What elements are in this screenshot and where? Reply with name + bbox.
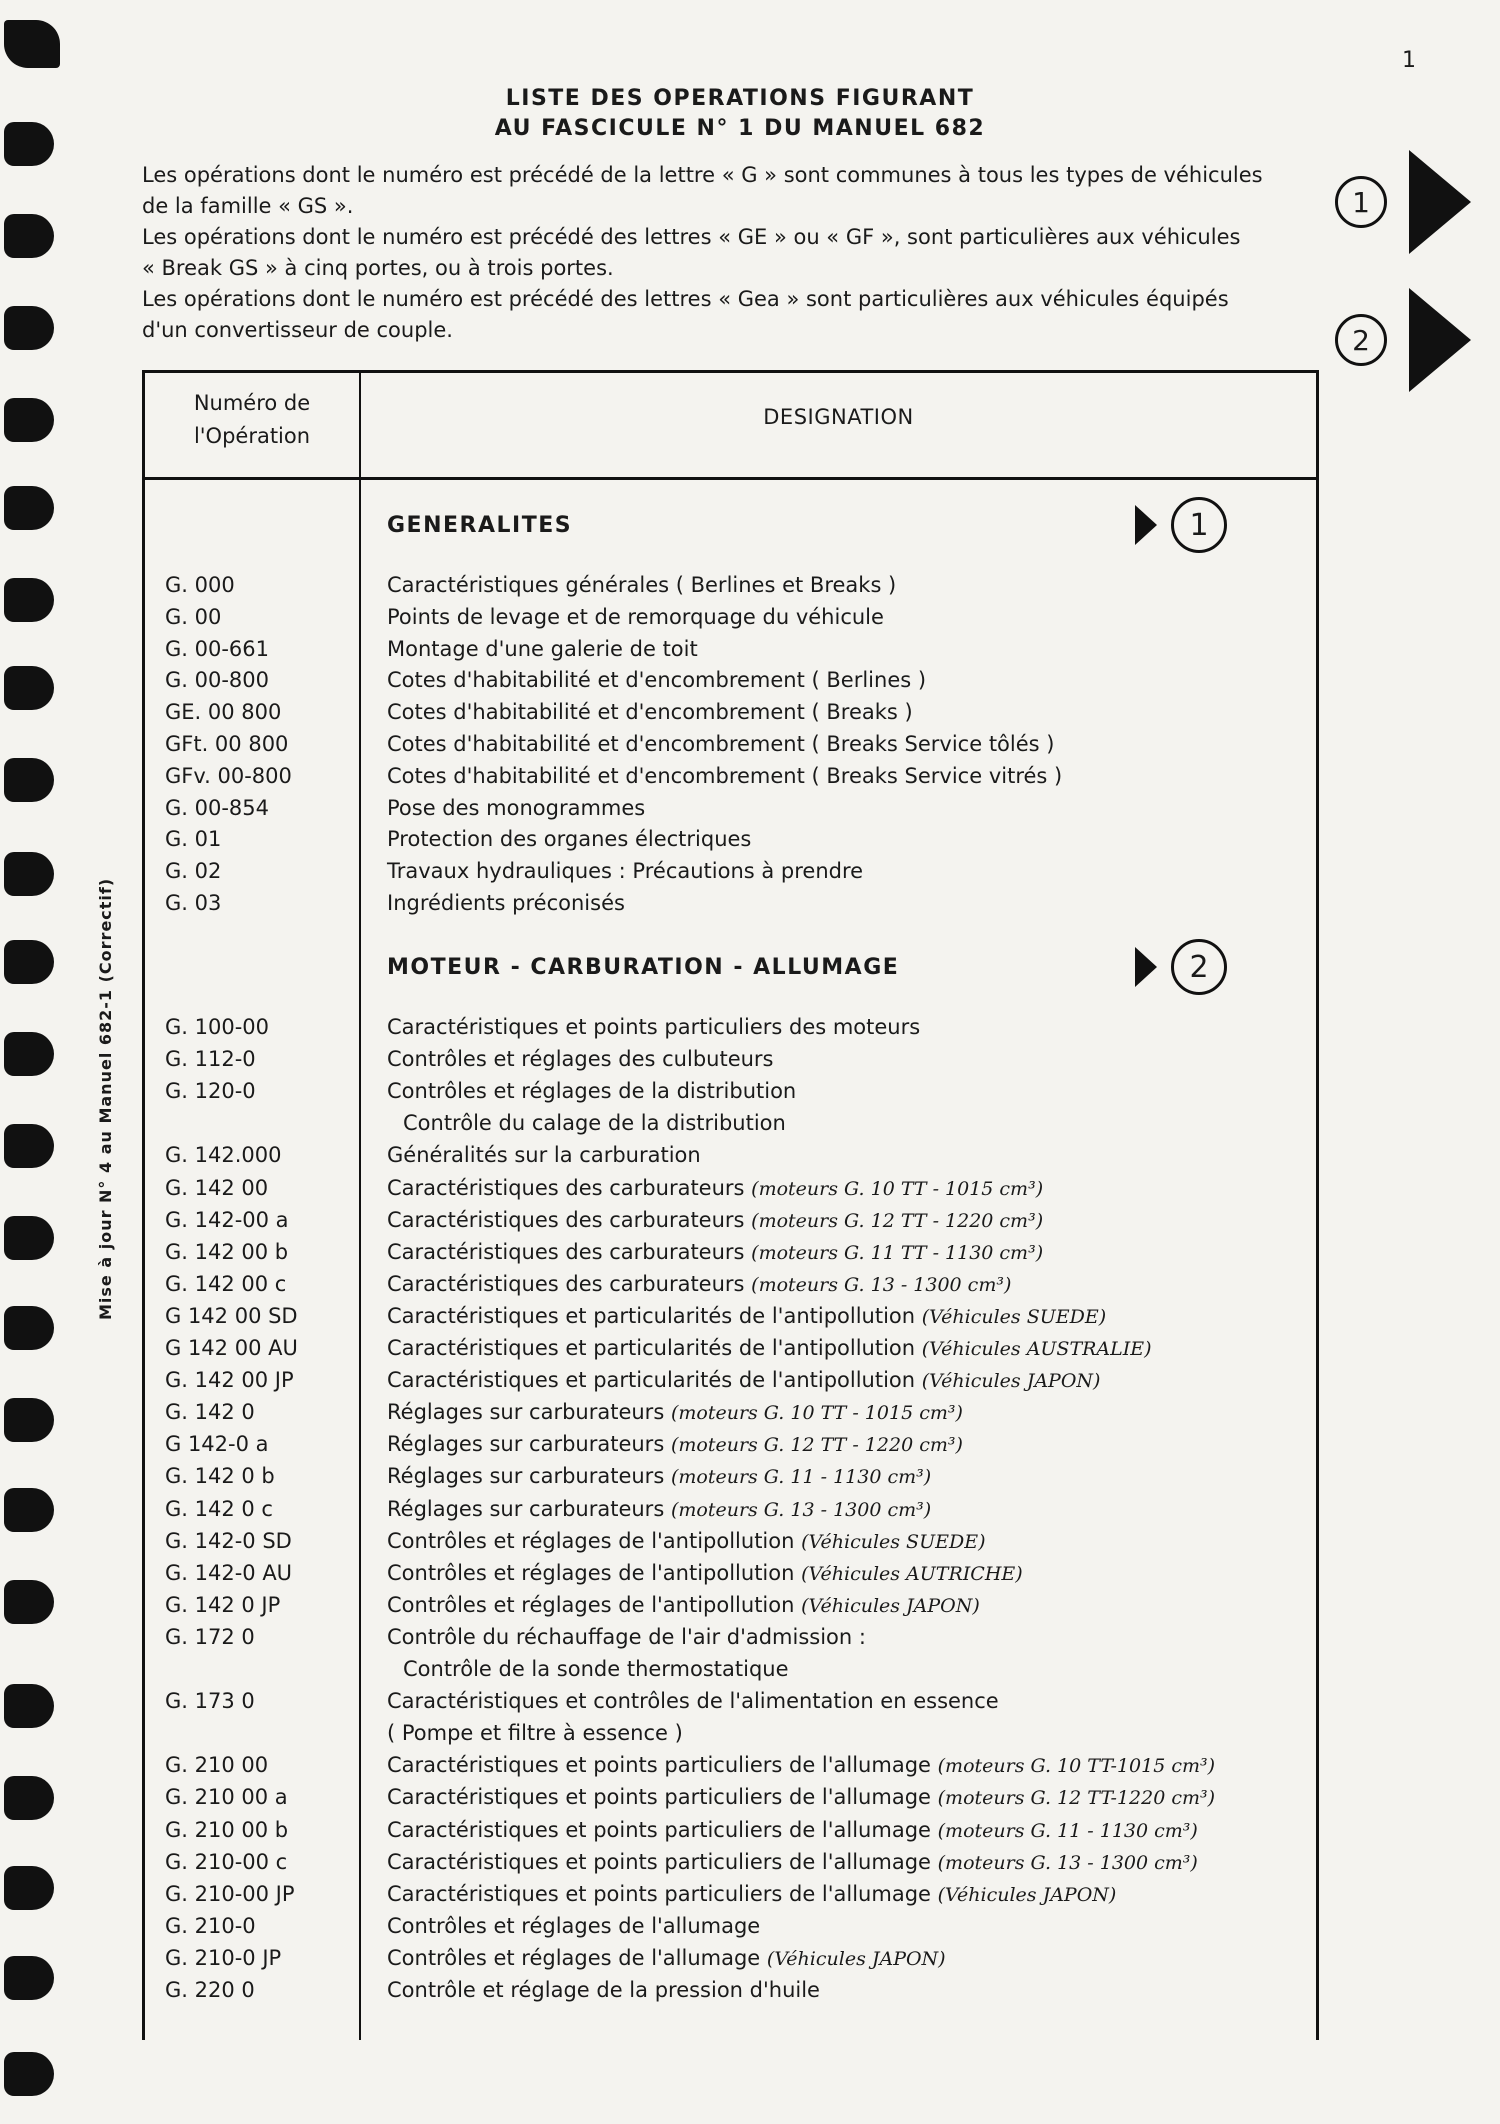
operation-designation (403, 1657, 789, 1681)
designation-text: Contrôle du réchauffage de l'air d'admission : (387, 1624, 866, 1649)
table-row (145, 1529, 1316, 1561)
designation-text: Caractéristiques et contrôles de l'alimentation en essence (387, 1689, 999, 1714)
operation-number: G. 142 00 b (165, 1239, 289, 1264)
operation-number: G. 03 (165, 891, 222, 915)
table-row (145, 1079, 1316, 1111)
operation-number: GFt. 00 800 (165, 732, 289, 756)
operation-number: G. 142 00 c (165, 1271, 287, 1296)
operation-number: G. 142 0 c (165, 1496, 273, 1521)
designation-note: (moteurs G. 10 TT - 1015 cm³) (670, 1402, 963, 1425)
table-row (145, 859, 1316, 891)
operation-designation (403, 1111, 786, 1135)
operation-designation (387, 1785, 1215, 1809)
designation-text: Généralités sur la carburation (387, 1143, 701, 1168)
operation-designation (387, 1882, 1116, 1906)
operation-designation (387, 859, 863, 883)
designation-note: (moteurs G. 11 - 1130 cm³) (937, 1819, 1198, 1842)
designation-text: Contrôles et réglages de l'allumage (387, 1913, 761, 1938)
binder-hole (4, 666, 54, 710)
table-row (145, 1497, 1316, 1529)
table-row (145, 668, 1316, 700)
operation-number: G. 173 0 (165, 1689, 255, 1714)
designation-note: (Véhicules SUEDE) (801, 1530, 986, 1553)
designation-text: Caractéristiques et points particuliers de l'allumage (387, 1849, 931, 1874)
margin-marker-1 (1335, 150, 1471, 254)
table-row (145, 605, 1316, 637)
designation-text: Réglages sur carburateurs (387, 1400, 665, 1425)
table-row (145, 1240, 1316, 1272)
designation-text: Caractéristiques et particularités de l'antipollution (387, 1336, 916, 1360)
operation-designation (387, 1143, 701, 1167)
table-row (145, 1978, 1316, 2010)
table-row (145, 1464, 1316, 1496)
binder-hole (4, 1124, 54, 1168)
operation-number: G. 02 (165, 859, 222, 884)
designation-text: Ingrédients préconisés (387, 891, 625, 915)
table-row (145, 1818, 1316, 1850)
operation-number: G. 100-00 (165, 1015, 270, 1039)
table-row (145, 1946, 1316, 1978)
table-row (145, 1721, 1316, 1753)
designation-text: Montage d'une galerie de toit (387, 636, 698, 661)
operation-designation (387, 1497, 931, 1521)
designation-text: Caractéristiques des carburateurs (387, 1207, 745, 1232)
binder-hole (4, 486, 54, 530)
intro-line: Les opérations dont le numéro est précédé des lettres « Gea » sont particulières aux véhicules équipés (142, 287, 1229, 311)
designation-note: (moteurs G. 13 - 1300 cm³) (670, 1498, 932, 1521)
designation-note: (moteurs G. 12 TT - 1220 cm³) (751, 1209, 1044, 1232)
designation-text: Contrôles et réglages de l'antipollution (387, 1592, 795, 1617)
table-row (145, 827, 1316, 859)
operation-number: G. 142.000 (165, 1143, 282, 1168)
designation-text: Cotes d'habitabilité et d'encombrement ( Breaks Service vitrés ) (387, 763, 1063, 788)
designation-note: (Véhicules JAPON) (921, 1370, 1101, 1393)
arrow-right-icon (1409, 288, 1471, 392)
designation-text: ( Pompe et filtre à essence ) (387, 1721, 683, 1746)
page-number: 1 (1402, 48, 1416, 73)
operation-designation (387, 732, 1054, 756)
table-row (145, 1304, 1316, 1336)
operation-designation (387, 1047, 774, 1071)
operation-number: G. 112-0 (165, 1047, 256, 1072)
header-num-line: Numéro de (193, 391, 311, 415)
header-operation-number (145, 387, 359, 453)
table-row (145, 1914, 1316, 1946)
operation-number: G. 00-661 (165, 636, 270, 661)
circled-number: 1 (1335, 176, 1387, 228)
operation-designation (387, 1946, 946, 1970)
designation-note: (moteurs G. 13 - 1300 cm³) (937, 1851, 1198, 1874)
designation-note: (Véhicules AUSTRALIE) (921, 1338, 1152, 1360)
designation-text: Contrôles et réglages de l'antipollution (387, 1560, 795, 1585)
designation-text: Pose des monogrammes (387, 795, 646, 820)
operation-designation (387, 891, 625, 915)
operation-number: G. 210-0 JP (165, 1945, 282, 1970)
operation-number: G. 142 0 b (165, 1464, 275, 1489)
operation-number: G 142-0 a (165, 1432, 269, 1457)
designation-text: Caractéristiques et points particuliers de l'allumage (387, 1785, 931, 1810)
designation-text: Protection des organes électriques (387, 827, 752, 852)
table-row (145, 1272, 1316, 1304)
table-row (145, 764, 1316, 796)
operation-designation (387, 1529, 985, 1553)
table-row (145, 1753, 1316, 1785)
table-row (145, 700, 1316, 732)
table-row (145, 1561, 1316, 1593)
operation-designation (387, 1015, 920, 1039)
operation-designation (387, 1400, 963, 1424)
operation-number: G. 000 (165, 573, 235, 597)
table-row (145, 1015, 1316, 1047)
binder-hole (4, 1032, 54, 1076)
intro-text (142, 160, 1322, 346)
operation-designation (387, 1464, 931, 1488)
binder-hole (4, 306, 54, 350)
section-marker (1135, 939, 1227, 995)
binder-hole (4, 398, 54, 442)
operation-designation (387, 1240, 1043, 1264)
designation-text: Points de levage et de remorquage du véhicule (387, 604, 884, 629)
operation-designation (387, 1753, 1215, 1777)
intro-line: Les opérations dont le numéro est précédé des lettres « GE » ou « GF », sont particulières aux véhicules (142, 225, 1241, 249)
operation-designation (387, 796, 645, 820)
operation-number: G. 210 00 b (165, 1817, 289, 1842)
operation-designation (387, 827, 751, 851)
table-row (145, 796, 1316, 828)
table-row (145, 1368, 1316, 1400)
operation-number: G. 00 (165, 604, 222, 629)
designation-note: (Véhicules JAPON) (937, 1883, 1117, 1906)
table-row (145, 1143, 1316, 1175)
section-title-moteur: MOTEUR - CARBURATION - ALLUMAGE (387, 955, 900, 980)
designation-note: (moteurs G. 12 TT - 1220 cm³) (670, 1434, 963, 1457)
operation-designation (387, 573, 896, 597)
binder-hole (4, 940, 54, 984)
page-title-line1: LISTE DES OPERATIONS FIGURANT (505, 86, 975, 111)
designation-note: (Véhicules JAPON) (801, 1594, 980, 1617)
designation-text: Caractéristiques et points particuliers de l'allumage (387, 1817, 931, 1842)
binder-hole (4, 1776, 54, 1820)
table-row (145, 1400, 1316, 1432)
operation-number: G. 210-00 JP (165, 1881, 295, 1906)
circled-number: 1 (1171, 497, 1227, 553)
operation-number: G. 142-0 AU (165, 1560, 293, 1585)
table-row (145, 1882, 1316, 1914)
table-row (145, 891, 1316, 923)
table-row (145, 1432, 1316, 1464)
operation-number: G. 142-0 SD (165, 1528, 292, 1553)
table-row (145, 1176, 1316, 1208)
designation-text: Réglages sur carburateurs (387, 1496, 665, 1521)
operation-number: G. 00-800 (165, 668, 270, 693)
operation-number: G. 142-00 a (165, 1207, 289, 1232)
designation-text: Réglages sur carburateurs (387, 1464, 665, 1489)
section-marker (1135, 497, 1227, 553)
table-row (145, 1047, 1316, 1079)
operation-designation (387, 668, 926, 692)
designation-text: Caractéristiques et points particuliers de l'allumage (387, 1881, 931, 1906)
binder-hole (4, 1306, 54, 1350)
header-designation: DESIGNATION (763, 405, 914, 429)
operation-designation (387, 1721, 683, 1745)
designation-text: Contrôles et réglages de la distribution (387, 1079, 797, 1104)
binder-hole (4, 578, 54, 622)
designation-note: (moteurs G. 10 TT-1015 cm³) (937, 1755, 1216, 1778)
arrow-right-icon (1135, 505, 1157, 545)
operation-designation (387, 1689, 999, 1713)
operation-designation (387, 1176, 1043, 1200)
table-row (145, 1208, 1316, 1240)
operation-designation (387, 1208, 1043, 1232)
table-row (145, 1850, 1316, 1882)
designation-note: (moteurs G. 13 - 1300 cm³) (751, 1273, 1012, 1296)
operation-designation (387, 700, 913, 724)
designation-text: Cotes d'habitabilité et d'encombrement ( Berlines ) (387, 668, 927, 693)
binder-hole (4, 2052, 54, 2096)
designation-text: Réglages sur carburateurs (387, 1432, 665, 1457)
page-title-line2: AU FASCICULE N° 1 DU MANUEL 682 (494, 116, 986, 141)
arrow-right-icon (1409, 150, 1471, 254)
binder-hole (4, 20, 60, 68)
operation-number: G. 210-0 (165, 1913, 256, 1938)
header-num-line: l'Opération (193, 424, 311, 448)
operation-designation (387, 637, 698, 661)
operation-number: G. 142 00 JP (165, 1368, 294, 1393)
table-row (145, 573, 1316, 605)
side-note: Mise à jour N° 4 au Manuel 682-1 (Correctif) (96, 877, 115, 1320)
intro-line: « Break GS » à cinq portes, ou à trois portes. (142, 256, 614, 280)
operation-designation (387, 1593, 980, 1617)
operation-number: G. 210 00 a (165, 1785, 288, 1810)
margin-marker-2 (1335, 288, 1471, 392)
designation-text: Caractéristiques des carburateurs (387, 1175, 745, 1200)
designation-text: Caractéristiques générales ( Berlines et Breaks ) (387, 573, 897, 597)
designation-text: Travaux hydrauliques : Précautions à prendre (387, 859, 864, 884)
designation-text: Caractéristiques des carburateurs (387, 1271, 745, 1296)
operation-designation (387, 1818, 1198, 1842)
operation-number: G. 01 (165, 827, 222, 852)
circled-number: 2 (1335, 314, 1387, 366)
section-title-generalites: GENERALITES (387, 513, 573, 538)
operation-number: GE. 00 800 (165, 700, 282, 725)
binder-hole (4, 852, 54, 896)
designation-text: Contrôles et réglages de l'allumage (387, 1945, 761, 1970)
binder-hole (4, 1956, 54, 2000)
designation-text: Cotes d'habitabilité et d'encombrement ( Breaks ) (387, 700, 913, 725)
operation-designation (387, 1272, 1011, 1296)
designation-note: (Véhicules AUTRICHE) (801, 1562, 1023, 1585)
operation-designation (387, 1432, 963, 1456)
table-row (145, 1785, 1316, 1817)
operation-designation (387, 1561, 1023, 1585)
operation-number: G. 220 0 (165, 1978, 255, 2002)
operation-designation (387, 1079, 796, 1103)
designation-note: (moteurs G. 10 TT - 1015 cm³) (751, 1177, 1044, 1200)
designation-note: (moteurs G. 12 TT-1220 cm³) (937, 1787, 1216, 1810)
binder-hole (4, 1684, 54, 1728)
table-row (145, 1689, 1316, 1721)
binding-holes (0, 0, 60, 2124)
operation-designation (387, 1850, 1198, 1874)
binder-hole (4, 214, 54, 258)
operation-designation (387, 1978, 820, 2002)
designation-text: Contrôles et réglages des culbuteurs (387, 1047, 774, 1072)
table-row (145, 1625, 1316, 1657)
table-row (145, 1336, 1316, 1368)
designation-text: Caractéristiques et points particuliers de l'allumage (387, 1753, 931, 1778)
binder-hole (4, 1398, 54, 1442)
operation-number: G. 142 00 (165, 1175, 269, 1200)
designation-text: Cotes d'habitabilité et d'encombrement ( Breaks Service tôlés ) (387, 732, 1055, 756)
operation-number: G. 120-0 (165, 1079, 256, 1104)
designation-text: Contrôle du calage de la distribution (403, 1111, 786, 1136)
operation-number: G. 00-854 (165, 795, 270, 820)
operation-number: G. 210-00 c (165, 1849, 288, 1874)
binder-hole (4, 1488, 54, 1532)
binder-hole (4, 1866, 54, 1910)
designation-text: Contrôle et réglage de la pression d'huile (387, 1978, 820, 2002)
designation-text: Caractéristiques des carburateurs (387, 1239, 745, 1264)
table-row (145, 732, 1316, 764)
designation-note: (moteurs G. 11 - 1130 cm³) (670, 1466, 932, 1489)
operation-designation (387, 1336, 1152, 1360)
intro-line: Les opérations dont le numéro est précédé de la lettre « G » sont communes à tous les types de véhicules (142, 163, 1263, 187)
table-row (145, 637, 1316, 669)
operation-designation (387, 605, 884, 629)
operation-number: G. 172 0 (165, 1624, 255, 1649)
operation-number: G. 142 0 JP (165, 1592, 281, 1617)
operation-designation (387, 764, 1062, 788)
operation-number: G. 142 0 (165, 1400, 255, 1425)
arrow-right-icon (1135, 947, 1157, 987)
operation-number: G 142 00 AU (165, 1336, 298, 1360)
designation-note: (Véhicules JAPON) (766, 1947, 946, 1970)
operation-number: G 142 00 SD (165, 1303, 298, 1328)
binder-hole (4, 1580, 54, 1624)
table-row (145, 1593, 1316, 1625)
designation-text: Caractéristiques et particularités de l'antipollution (387, 1303, 916, 1328)
operation-number: G. 210 00 (165, 1753, 269, 1778)
operation-designation (387, 1625, 866, 1649)
operation-number: GFv. 00-800 (165, 763, 292, 788)
binder-hole (4, 1216, 54, 1260)
designation-note: (Véhicules SUEDE) (921, 1305, 1107, 1328)
binder-hole (4, 758, 54, 802)
designation-note: (moteurs G. 11 TT - 1130 cm³) (751, 1241, 1044, 1264)
intro-line: de la famille « GS ». (142, 194, 354, 218)
circled-number: 2 (1171, 939, 1227, 995)
operations-table (142, 370, 1319, 2040)
designation-text: Contrôles et réglages de l'antipollution (387, 1528, 795, 1553)
designation-text: Caractéristiques et points particuliers des moteurs (387, 1015, 921, 1039)
operation-designation (387, 1368, 1100, 1392)
intro-line: d'un convertisseur de couple. (142, 318, 453, 342)
table-row (145, 1111, 1316, 1143)
designation-text: Contrôle de la sonde thermostatique (403, 1657, 789, 1681)
designation-text: Caractéristiques et particularités de l'antipollution (387, 1368, 916, 1393)
operation-designation (387, 1914, 760, 1938)
operation-designation (387, 1304, 1106, 1328)
header-divider (145, 477, 1316, 480)
table-row (145, 1657, 1316, 1689)
